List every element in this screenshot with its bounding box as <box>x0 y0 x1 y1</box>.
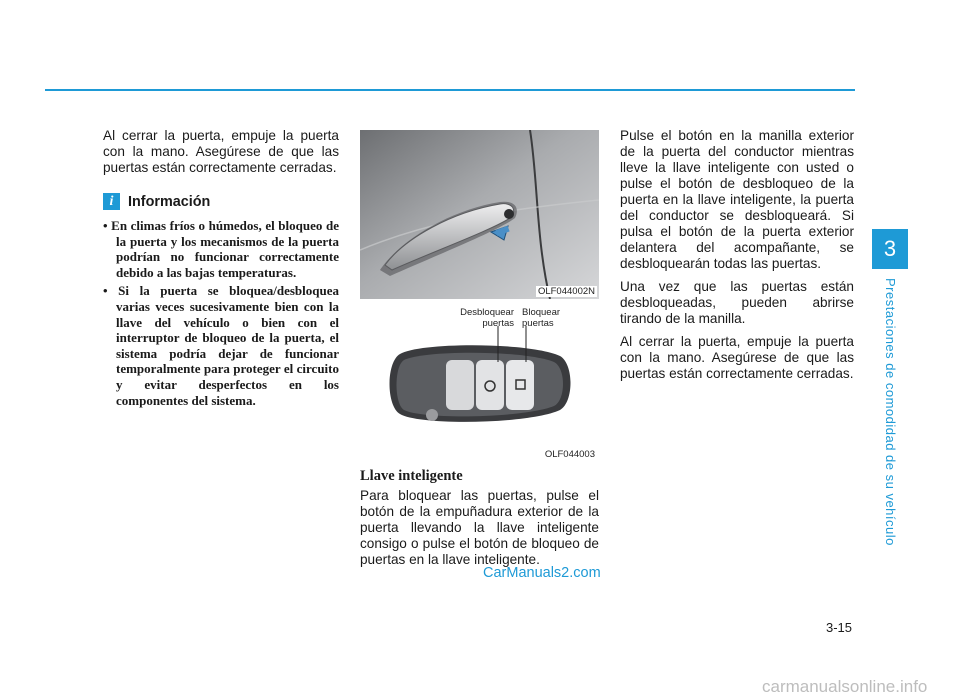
chapter-title: Prestaciones de comodidad de su vehículo <box>883 278 898 546</box>
figure-code: OLF044003 <box>544 449 595 460</box>
smart-key-figure <box>360 302 599 464</box>
information-heading <box>103 193 339 210</box>
lock-doors-label: Bloquear puertas <box>522 307 561 329</box>
footer-watermark[interactable]: carmanualsonline.info <box>762 677 928 696</box>
chapter-tab: 3 <box>872 229 908 269</box>
info-icon: i <box>103 193 120 210</box>
smart-key-paragraph: Para bloquear las puertas, pulse el botón de la empuñadura exterior de la puerta llevando la llave inteligente consigo o pulse el botón de bloqueo de puertas en la llave inteligente. <box>360 488 599 567</box>
door-handle-illustration <box>360 130 599 299</box>
close-door-paragraph: Al cerrar la puerta, empuje la puerta con la mano. Asegúrese de que las puertas están correctamente cerradas. <box>620 334 854 381</box>
information-item: • En climas fríos o húmedos, el bloqueo de la puerta y los mecanismos de la puerta podrían no funcionar correctamente debido a las bajas temperaturas. <box>103 218 339 280</box>
column-left <box>103 128 339 411</box>
door-handle-photo <box>360 130 599 299</box>
information-item: • Si la puerta se bloquea/desbloquea varias veces sucesivamente bien con la llave del vehículo o bien con el interruptor de bloqueo de la puerta, el sistema podría dejar de funcionar temporalmente para proteger el circuito y evitar desperfectos en los componentes del sistema. <box>103 283 339 408</box>
information-title: Información <box>128 193 211 210</box>
page-number: 3-15 <box>826 620 853 635</box>
open-door-paragraph: Una vez que las puertas están desbloqueadas, pueden abrirse tirando de la manilla. <box>620 279 854 326</box>
smart-key-heading: Llave inteligente <box>360 468 463 484</box>
unlock-paragraph: Pulse el botón en la manilla exterior de la puerta del conductor mientras lleve la llave inteligente con usted o pulse el botón de desbloqueo de la puerta en la llave inteligente, la puerta del conductor se desbloqueará. Si pulsa el botón de la puerta exterior delantera del acompañante, se desbloquearán todas las puertas. <box>620 128 854 271</box>
unlock-doors-label: Desbloquear puertas <box>460 307 514 329</box>
smart-key-illustration <box>360 302 599 464</box>
watermark-link[interactable]: CarManuals2.com <box>483 565 601 581</box>
figure-code: OLF044002N <box>537 286 595 297</box>
header-rule <box>45 89 855 91</box>
column-right <box>620 128 854 382</box>
closing-door-paragraph: Al cerrar la puerta, empuje la puerta con la mano. Asegúrese de que las puertas están correctamente cerradas. <box>103 128 339 175</box>
column-middle <box>360 488 599 568</box>
information-list <box>103 218 339 408</box>
